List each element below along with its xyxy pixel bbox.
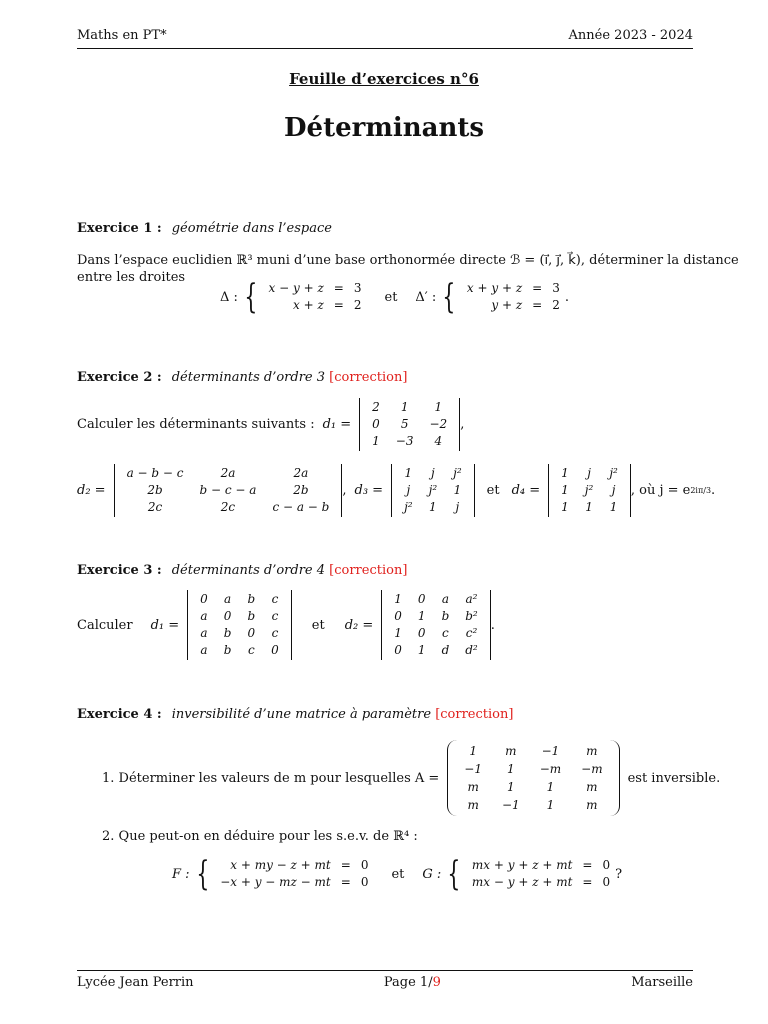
determinant-4-d1: 0 a b c a 0 b c a b 0 c a b c 0: [187, 590, 292, 660]
delta-prime-label: Δ′ :: [415, 289, 437, 305]
question-1-end: est inversible.: [627, 770, 721, 786]
page-footer: [77, 975, 693, 990]
sheet-title: Feuille d’exercices n°6: [289, 70, 479, 88]
footer-school: Lycée Jean Perrin: [77, 975, 194, 990]
main-title: Déterminants: [283, 113, 485, 143]
et-word: et: [391, 866, 405, 882]
exercise-4-question-1: [102, 740, 720, 816]
exercise-2-heading: [77, 370, 407, 385]
G-label: G :: [422, 866, 442, 882]
page-total-link[interactable]: 9: [432, 975, 441, 990]
d1-label: d₁ =: [322, 417, 352, 432]
determinant-d2: a − b − c 2a 2a 2b b − c − a 2b 2c 2c c − a − b: [114, 464, 343, 517]
et-word: et: [486, 483, 500, 498]
exercise-3-label: Exercice 3 :: [77, 563, 162, 578]
d3-label: d₃ =: [354, 483, 384, 498]
footer-page: Page 1/9: [383, 975, 441, 990]
exercise-3-correction-link[interactable]: [correction]: [329, 563, 408, 578]
exercise-4-question-2: 2. Que peut-on en déduire pour les s.e.v. de ℝ⁴ :: [102, 829, 418, 844]
exercise-3-row: Calculer d₁ = 0 a b c a 0 b c a b 0 c a b c 0 et d₂ = 1 0 a a² 0 1 b b² 1 0 c c² 0 1 d d² .: [77, 590, 495, 660]
exercise-2-topic: déterminants d’ordre 3: [171, 370, 326, 385]
exercise-3-topic: déterminants d’ordre 4: [171, 563, 326, 578]
exercise-4-correction-link[interactable]: [correction]: [435, 707, 514, 722]
d2-label: d₂ =: [77, 483, 106, 498]
exercise-1-text-2: entre les droites: [77, 270, 186, 285]
delta-label: Δ :: [220, 289, 238, 305]
header-rule: [77, 48, 693, 49]
exercise-4-subspaces: F : { x + my − z + mt = 0 −x + y − mz − mt = 0 et G : { mx + y + z + mt = 0 mx − y + z + mt = 0 ?: [172, 854, 623, 894]
question-1-text: 1. Déterminer les valeurs de m pour lesquelles A =: [102, 770, 440, 786]
d2-label: d₂ =: [344, 617, 374, 633]
F-label: F :: [172, 866, 190, 882]
exercise-1-systems: Δ : { x − y + z = 3 x + z = 2 et Δ′ : { x + y + z = 3 y + z = 2 .: [220, 277, 570, 317]
exercise-1-heading: [77, 221, 332, 236]
determinant-d1: 2 1 1 0 5 −2 1 −3 4: [359, 398, 460, 451]
header-year: Année 2023 - 2024: [568, 28, 693, 43]
j-definition: , où j = e: [630, 483, 691, 498]
exercise-1-topic: géométrie dans l’espace: [171, 221, 332, 236]
footer-city: Marseille: [631, 975, 693, 990]
exercise-3-intro: Calculer: [77, 617, 133, 633]
delta-system: { x − y + z = 3 x + z = 2: [244, 277, 362, 317]
exercise-1-text-1: Dans l’espace euclidien ℝ³ muni d’une base orthonormée directe ℬ = (i⃗, j⃗, k⃗), déterminer la distance: [77, 253, 739, 268]
exercise-4-topic: inversibilité d’une matrice à paramètre: [171, 707, 432, 722]
d1-label: d₁ =: [150, 617, 180, 633]
exercise-4-label: Exercice 4 :: [77, 707, 162, 722]
exercise-2-intro: Calculer les déterminants suivants :: [77, 417, 315, 432]
j-exponent: 2iπ/3: [690, 486, 712, 495]
matrix-A: 1 m −1 m −1 1 −m −m m 1 1 m m −1 1 m: [447, 740, 619, 816]
header-course: Maths en PT*: [77, 28, 167, 43]
F-system: { x + my − z + mt = 0 −x + y − mz − mt = 0: [195, 854, 369, 894]
exercise-3-heading: [77, 563, 407, 578]
exercise-4-heading: [77, 707, 513, 722]
determinant-4-d2: 1 0 a a² 0 1 b b² 1 0 c c² 0 1 d d²: [381, 590, 490, 660]
exercise-1-label: Exercice 1 :: [77, 221, 162, 236]
et-word: et: [311, 617, 325, 633]
page-header: [77, 28, 693, 43]
exercise-2-correction-link[interactable]: [correction]: [329, 370, 408, 385]
d4-label: d₄ =: [511, 483, 541, 498]
et-word: et: [384, 289, 398, 305]
delta-prime-system: { x + y + z = 3 y + z = 2: [442, 277, 560, 317]
determinant-d3: 1 j j² j j² 1 j² 1 j: [391, 464, 475, 517]
exercise-2-d1-row: Calculer les déterminants suivants : d₁ = 2 1 1 0 5 −2 1 −3 4 ,: [77, 398, 464, 451]
exercise-2-label: Exercice 2 :: [77, 370, 162, 385]
footer-rule: [77, 970, 693, 971]
exercise-2-d2-d4-row: d₂ = a − b − c 2a 2a 2b b − c − a 2b 2c 2c c − a − b , d₃ = 1 j j² j j² 1 j² 1 j et d₄ = 1 j j² 1 j² j 1 1 1 , où j = e 2iπ/3 .: [77, 464, 715, 517]
determinant-d4: 1 j j² 1 j² j 1 1 1: [548, 464, 631, 517]
G-system: { mx + y + z + mt = 0 mx − y + z + mt = 0: [447, 854, 611, 894]
